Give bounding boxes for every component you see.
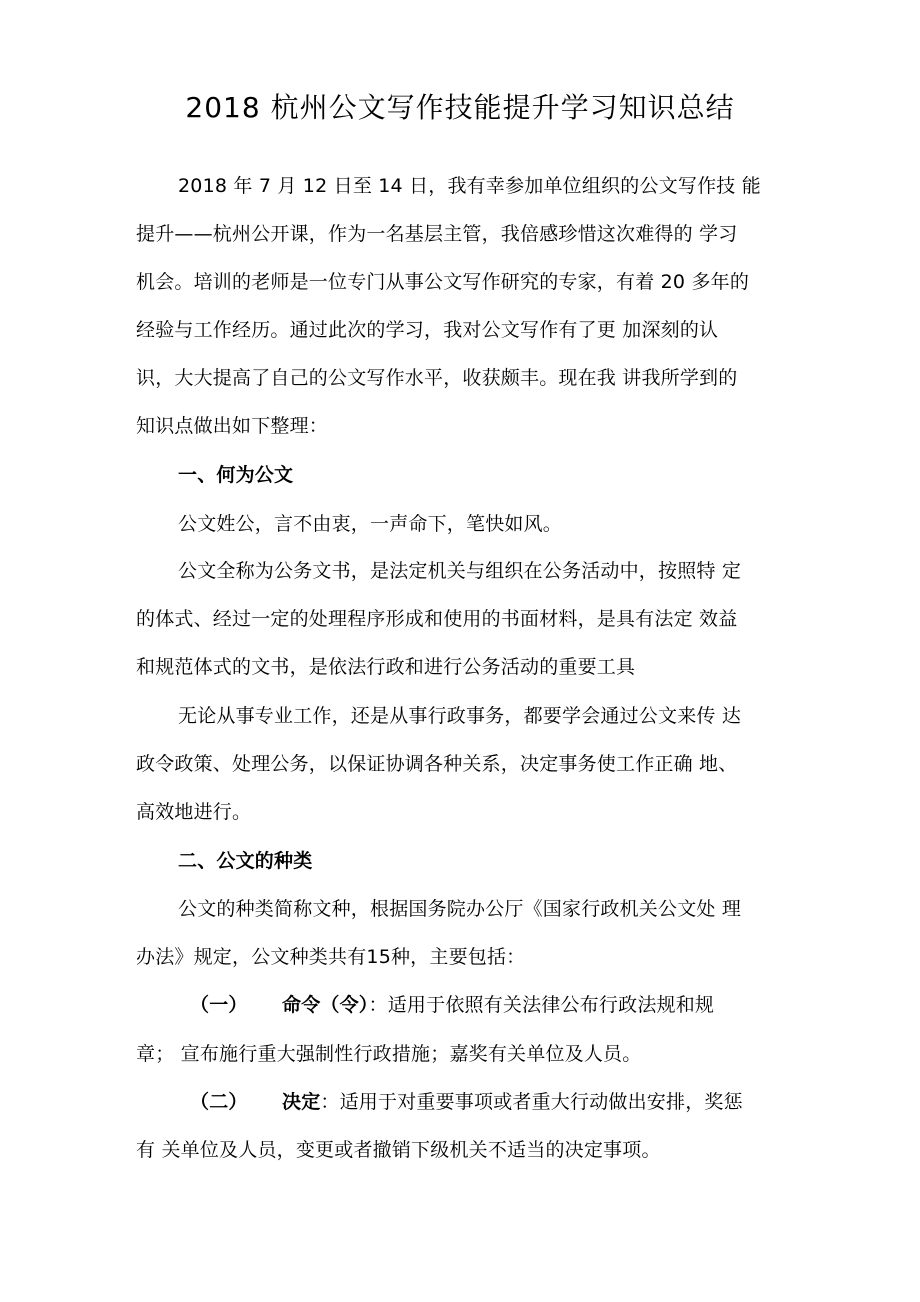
paragraph-line: 公文的种类简称文种，根据国务院办公厅《国家行政机关公文处 理 [178, 898, 742, 920]
list-item-text: ：适用于对重要事项或者重大行动做出安排，奖惩 [320, 1091, 743, 1113]
intro-line: 提升——杭州公开课，作为一名基层主管，我倍感珍惜这次难得的 学习 [136, 223, 738, 245]
list-item-text: ：适用于依照有关法律公布行政法规和规 [368, 994, 715, 1016]
intro-line: 机会。培训的老师是一位专门从事公文写作研究的专家，有着 20 多年的 [136, 271, 750, 293]
paragraph-line: 高效地进行。 [136, 801, 252, 823]
paragraph-line: 政令政策、处理公务，以保证协调各种关系，决定事务使工作正确 地、 [136, 753, 738, 775]
list-item-number: （一） [190, 994, 248, 1016]
list-item-line: 章； 宣布施行重大强制性行政措施；嘉奖有关单位及人员。 [136, 1043, 642, 1065]
intro-line: 知识点做出如下整理： [136, 415, 329, 437]
paragraph-line: 办法》规定，公文种类共有15种，主要包括： [136, 946, 526, 968]
list-item-line [190, 991, 714, 1019]
document-title: 2018 杭州公文写作技能提升学习知识总结 [185, 91, 735, 124]
paragraph-line: 无论从事专业工作，还是从事行政事务，都要学会通过公文来传 达 [178, 705, 742, 727]
section-heading-2: 二、公文的种类 [178, 850, 313, 872]
list-item-line [190, 1088, 743, 1116]
intro-line: 识，大大提高了自己的公文写作水平，收获颇丰。现在我 讲我所学到的 [136, 367, 738, 389]
list-item-term: 命令（令） [282, 994, 369, 1016]
section1-paragraph-1: 公文姓公，言不由衷，一声命下，笔快如风。 [178, 513, 563, 535]
paragraph-line: 公文全称为公务文书，是法定机关与组织在公务活动中，按照特 定 [178, 560, 742, 582]
intro-line: 经验与工作经历。通过此次的学习，我对公文写作有了更 加深刻的认 [136, 319, 719, 341]
list-item-number: （二） [190, 1091, 248, 1113]
paragraph-line: 和规范体式的文书，是依法行政和进行公务活动的重要工具 [136, 656, 636, 678]
intro-line: 2018 年 7 月 12 日至 14 日，我有幸参加单位组织的公文写作技 能 [178, 175, 761, 197]
list-item-line: 有 关单位及人员，变更或者撤销下级机关不适当的决定事项。 [136, 1139, 661, 1161]
section-heading-1: 一、何为公文 [178, 464, 294, 486]
list-item-term: 决定 [282, 1091, 321, 1113]
paragraph-line: 的体式、经过一定的处理程序形成和使用的书面材料，是具有法定 效益 [136, 608, 738, 630]
